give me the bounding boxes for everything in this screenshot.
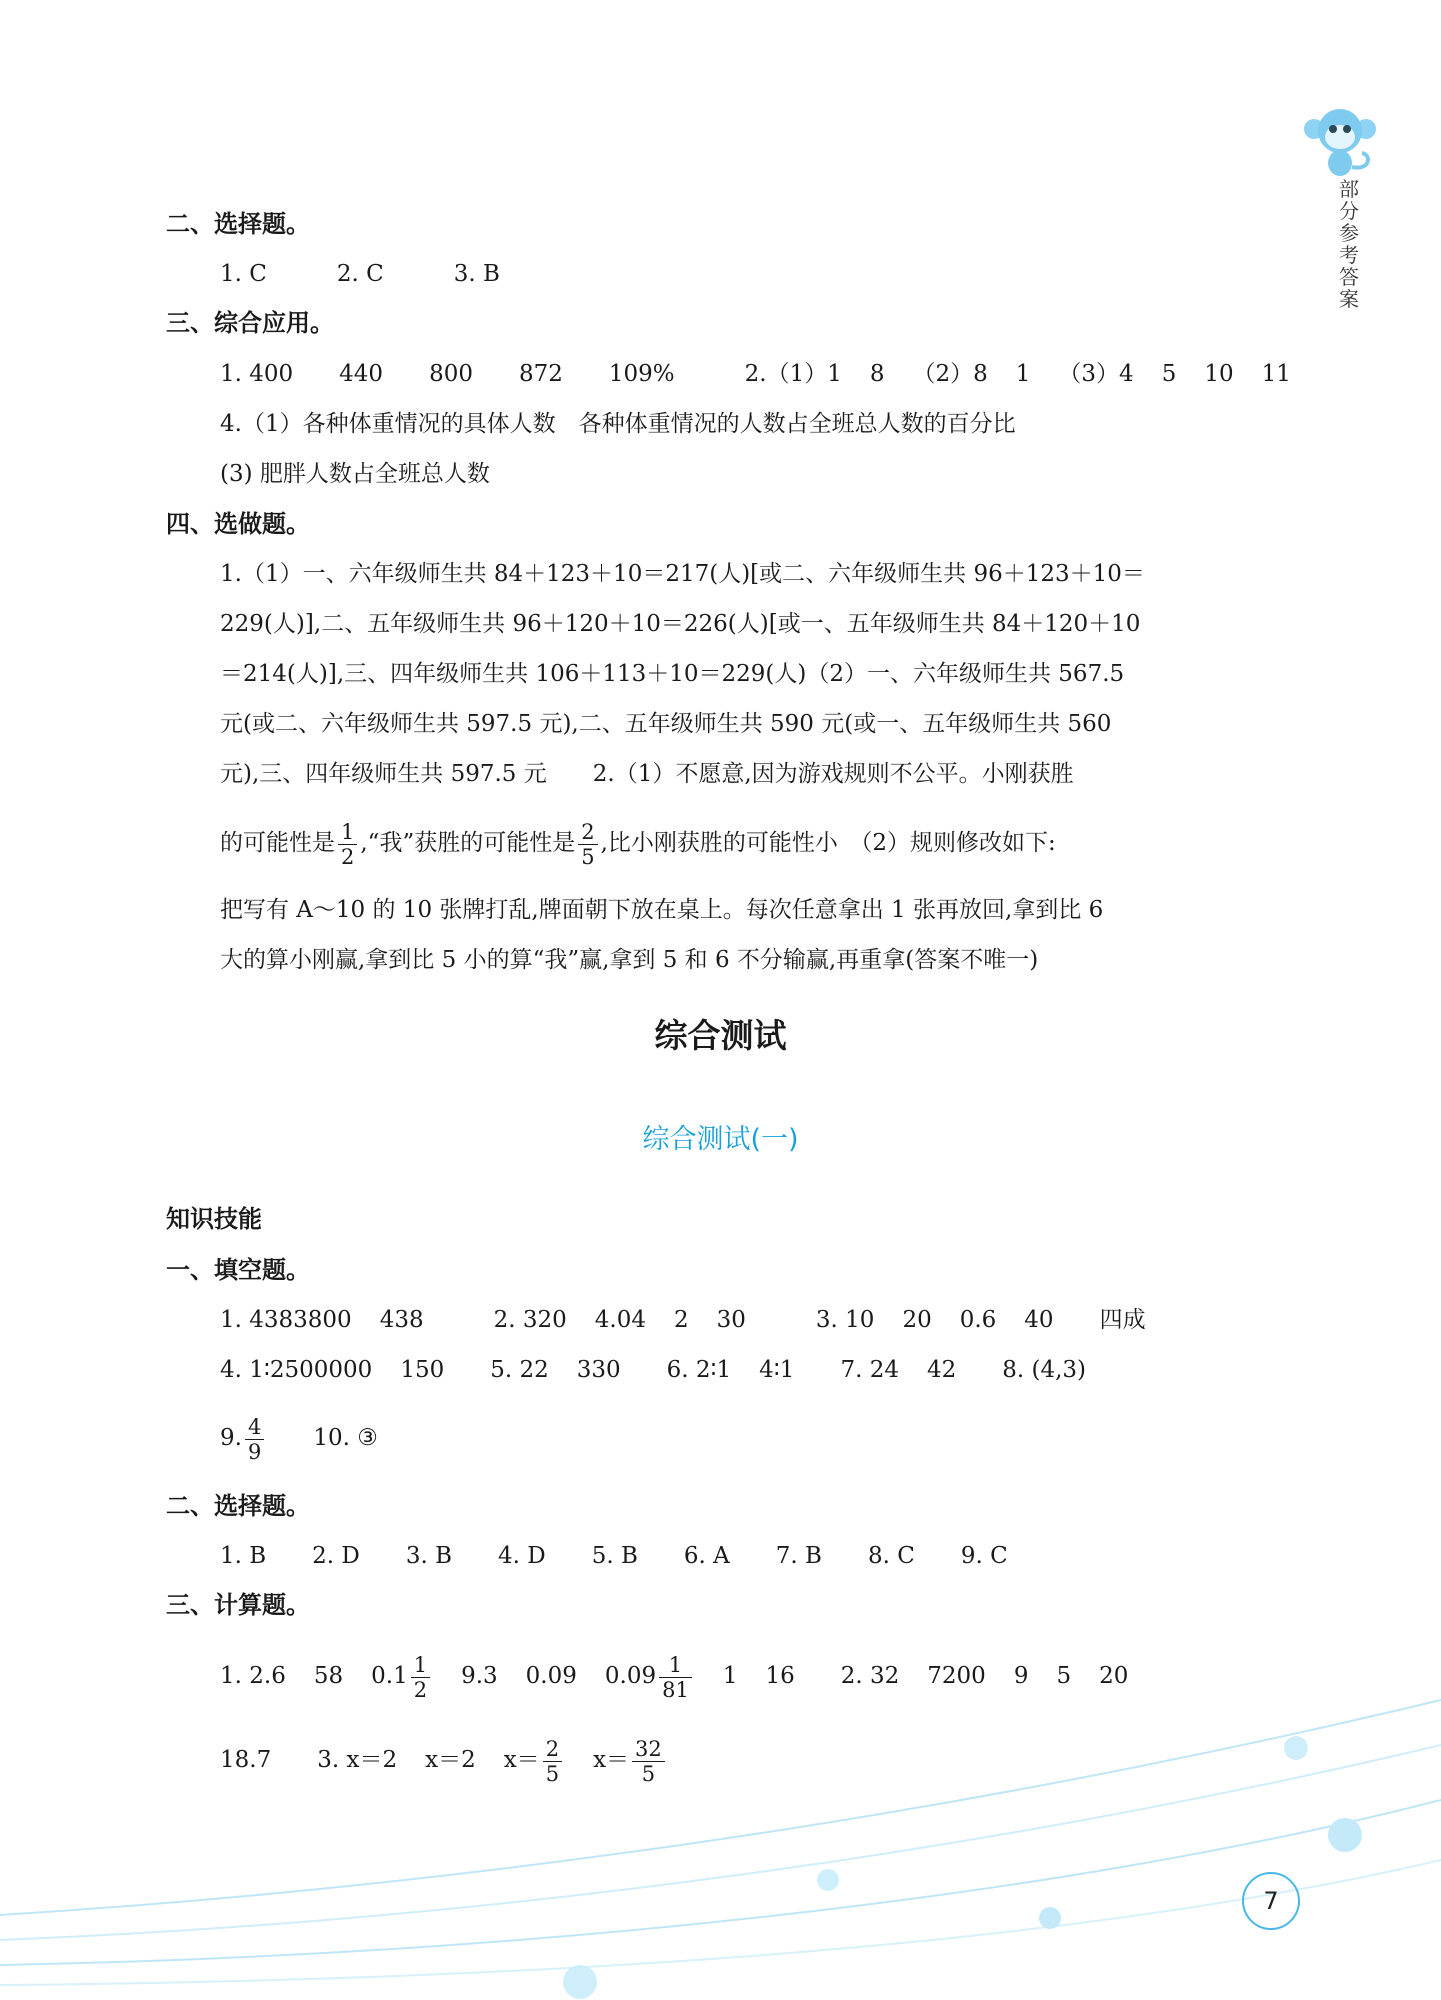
answer-line: 4. 1∶2500000 150 5. 22 330 6. 2∶1 4∶1 7. 24 42 8. (4,3) (220, 1357, 1087, 1383)
fraction: $\frac{2}{5}$ (578, 820, 597, 869)
section-heading-optional: 四、选做题。 (166, 510, 310, 538)
answer-line: 1.（1）一、六年级师生共 84＋123＋10＝217(人)[或二、六年级师生共 96＋123＋10＝ (220, 561, 1145, 587)
answer-line: 元(或二、六年级师生共 597.5 元),二、五年级师生共 590 元(或一、五年级师生共 560 (220, 711, 1112, 737)
answer-line: 把写有 A～10 的 10 张牌打乱,牌面朝下放在桌上。每次任意拿出 1 张再放回,拿到比 6 (220, 897, 1104, 923)
fraction: $\frac{4}{9}$ (245, 1415, 264, 1464)
answer-line-with-fractions: 1. 2.6 58 0.1 $\frac{1}{2}$ 9.3 0.09 0.09 $\frac{1}{81}$ 1 16 2. 32 7200 9 5 20 (220, 1652, 1129, 1702)
section-heading-fill: 一、填空题。 (166, 1256, 310, 1284)
answer-line-with-fractions: 18.7 3. x＝2 x＝2 x＝ $\frac{2}{5}$ x＝ $\frac{32}{5}$ (220, 1730, 1255, 1790)
answer-line: 大的算小刚赢,拿到比 5 小的算“我”赢,拿到 5 和 6 不分输赢,再重拿(答案不唯一) (220, 947, 1039, 973)
answer-line: 元),三、四年级师生共 597.5 元 2.（1）不愿意,因为游戏规则不公平。小刚获胜 (220, 761, 1074, 787)
section-heading-calc: 三、计算题。 (166, 1591, 310, 1619)
answer-line: (3) 肥胖人数占全班总人数 (220, 461, 490, 487)
fraction: $\frac{32}{5}$ (632, 1737, 665, 1786)
section-heading-application: 三、综合应用。 (166, 309, 334, 337)
fraction: $\frac{1}{81}$ (659, 1653, 692, 1702)
page-title: 综合测试 (654, 1016, 787, 1055)
side-section-label: 部 分 参 考 答 案 (1339, 177, 1359, 311)
answer-line: 1. 4383800 438 2. 320 4.04 2 30 3. 10 20 0.6 40 四成 (220, 1307, 1146, 1333)
answer-line: ＝214(人)],三、四年级师生共 106＋113＋10＝229(人)（2）一、六年级师生共 567.5 (220, 661, 1125, 687)
answer-line: 229(人)],二、五年级师生共 96＋120＋10＝226(人)[或一、五年级师生共 84＋120＋10 (220, 611, 1141, 637)
category-heading: 知识技能 (166, 1205, 262, 1233)
answer-line: 1. 400 440 800 872 109% 2.（1）1 8 （2）8 1 （3）4 5 10 11 (220, 361, 1291, 387)
section-heading-choice: 二、选择题。 (166, 1492, 310, 1520)
fraction: $\frac{1}{2}$ (338, 820, 357, 869)
answer-line: 4.（1）各种体重情况的具体人数 各种体重情况的人数占全班总人数的百分比 (220, 411, 1016, 437)
section-heading-choice: 二、选择题。 (166, 210, 310, 238)
page-subtitle: 综合测试(一) (642, 1124, 799, 1155)
page-number: 7 (1242, 1872, 1300, 1930)
answer-line-with-fractions: 9. $\frac{4}{9}$ 10. ③ (220, 1414, 378, 1464)
answer-line: 1. C 2. C 3. B (220, 261, 500, 287)
fraction: $\frac{1}{2}$ (411, 1653, 430, 1702)
fraction: $\frac{2}{5}$ (543, 1737, 562, 1786)
answer-line-with-fractions: 的可能性是 $\frac{1}{2}$ ,“我”获胜的可能性是 $\frac{2}{5}$ ,比小刚获胜的可能性小 （2）规则修改如下: (220, 819, 1056, 869)
answer-line: 1. B 2. D 3. B 4. D 5. B 6. A 7. B 8. C 9. C (220, 1543, 1008, 1569)
monkey-mascot-icon (1300, 105, 1380, 180)
